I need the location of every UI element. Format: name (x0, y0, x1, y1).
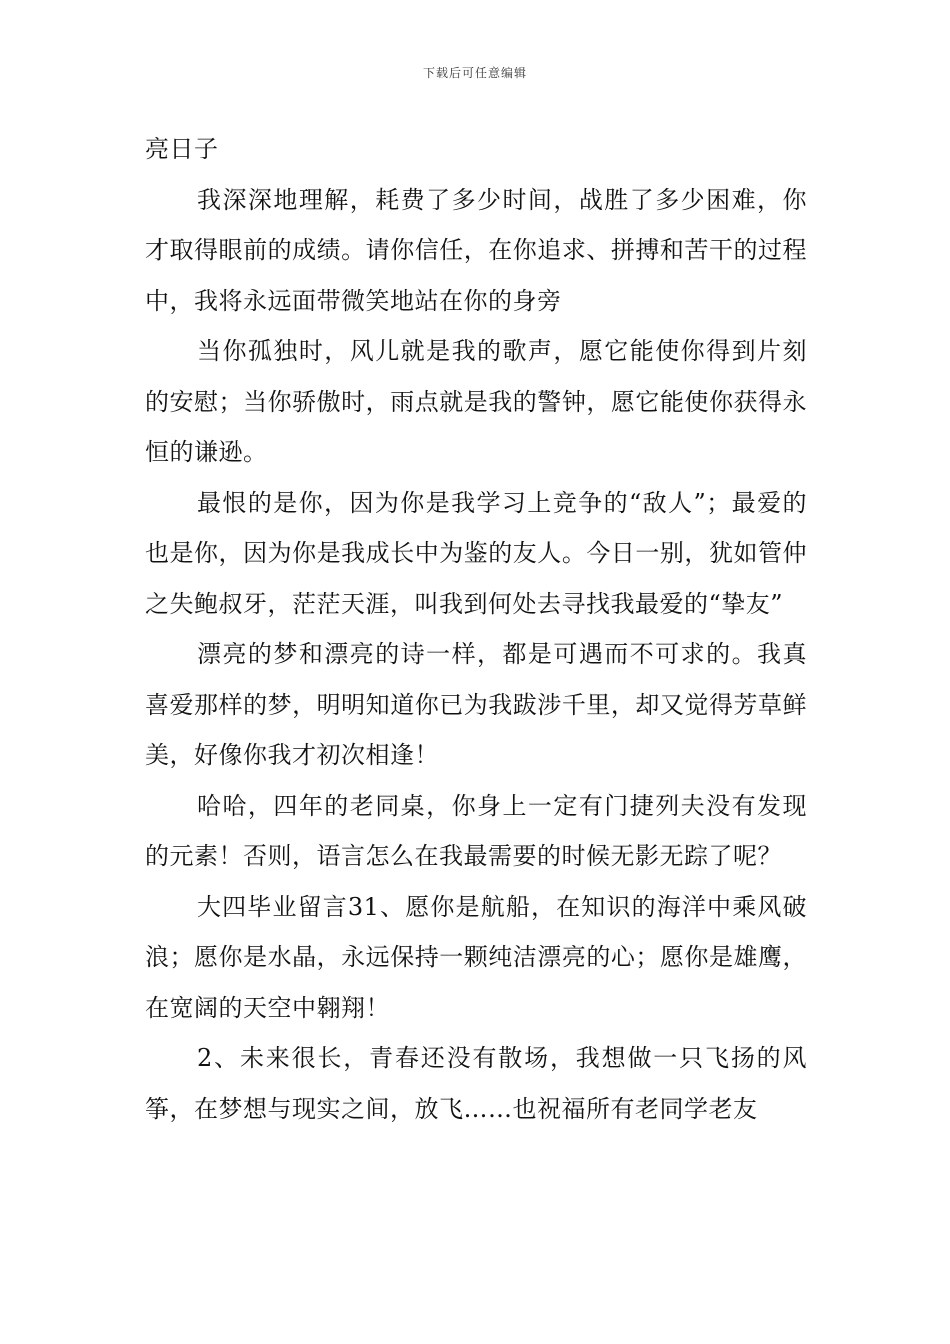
page-header-note: 下载后可任意编辑 (422, 66, 527, 80)
paragraph-3: 当你孤独时，风儿就是我的歌声，愿它能使你得到片刻的安慰；当你骄傲时，雨点就是我的警钟，愿它能使你获得永恒的谦逊。 (145, 337, 807, 466)
paragraph-2: 我深深地理解，耗费了多少时间，战胜了多少困难，你才取得眼前的成绩。请你信任，在你追求、拼搏和苦干的过程中，我将永远面带微笑地站在你的身旁 (145, 185, 807, 315)
paragraph-7: 大四毕业留言31、愿你是航船，在知识的海洋中乘风破浪；愿你是水晶，永远保持一颗纯洁漂亮的心；愿你是雄鹰，在宽阔的天空中翱翔！ (145, 892, 807, 1022)
paragraph-4: 最恨的是你，因为你是我学习上竞争的“敌人”；最爱的也是你，因为你是我成长中为鉴的友人。今日一别，犹如管仲之失鲍叔牙，茫茫天涯，叫我到何处去寻找我最爱的“挚友” (145, 488, 807, 618)
paragraph-8: 2、未来很长，青春还没有散场，我想做一只飞扬的风筝，在梦想与现实之间，放飞……也祝福所有老同学老友 (145, 1044, 807, 1123)
paragraph-5: 漂亮的梦和漂亮的诗一样，都是可遇而不可求的。我真喜爱那样的梦，明明知道你已为我跋涉千里，却又觉得芳草鲜美，好像你我才初次相逢！ (145, 640, 807, 769)
document-body (145, 124, 807, 1134)
paragraph-1: 亮日子 (145, 135, 219, 163)
paragraph-6: 哈哈，四年的老同桌，你身上一定有门捷列夫没有发现的元素！否则，语言怎么在我最需要的时候无影无踪了呢？ (145, 791, 807, 870)
